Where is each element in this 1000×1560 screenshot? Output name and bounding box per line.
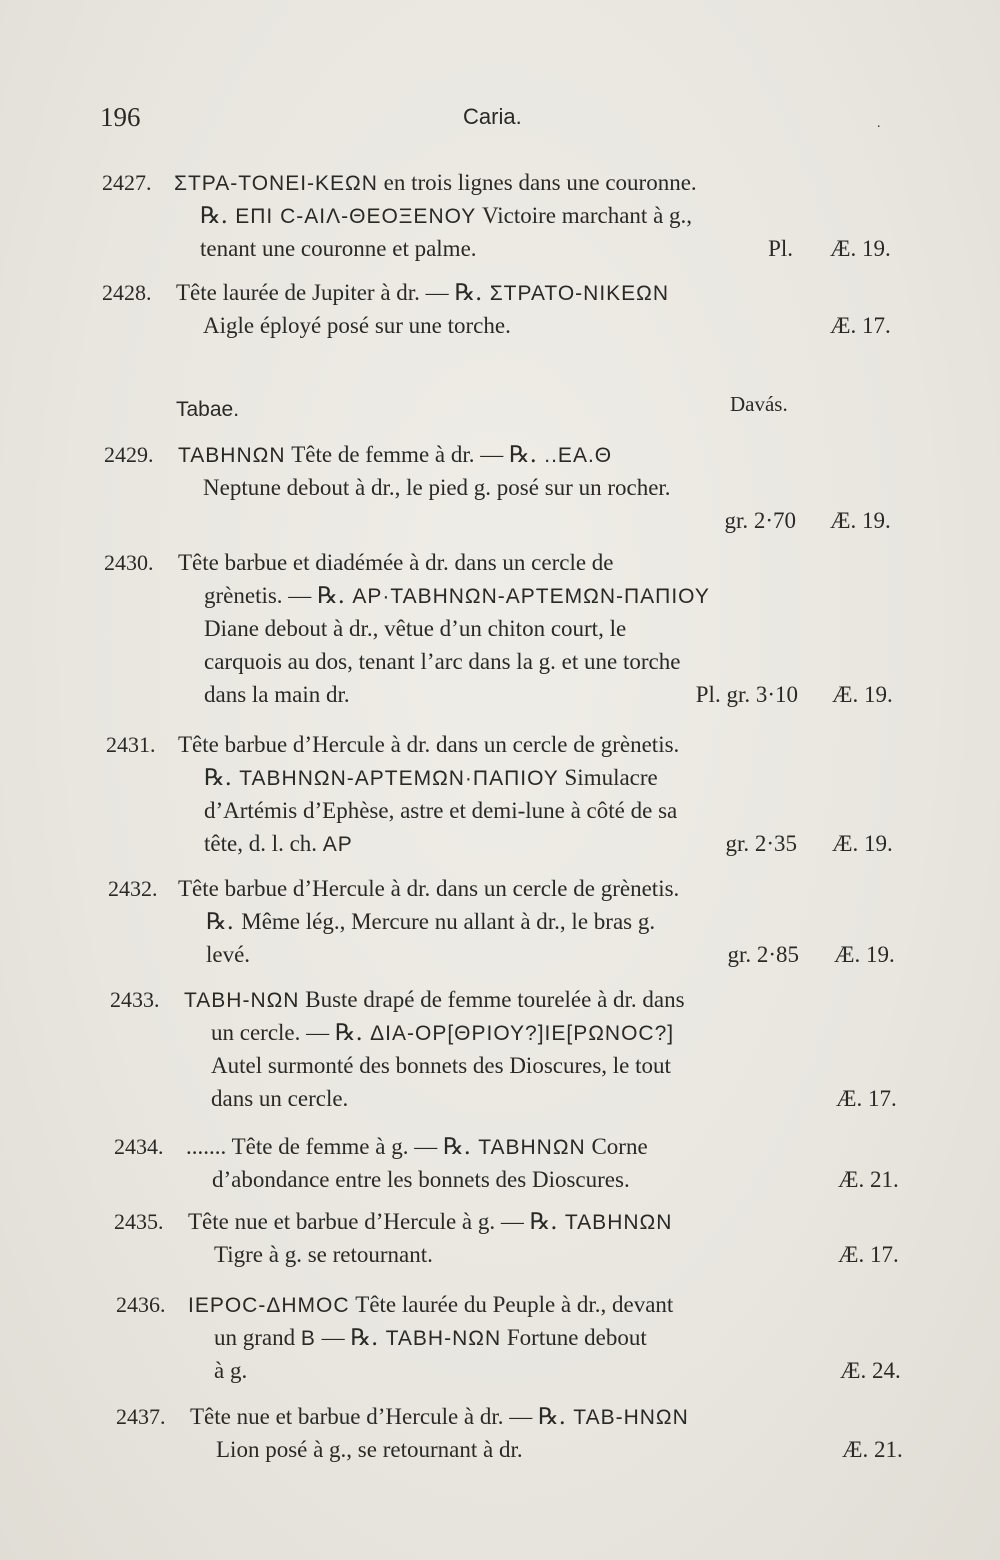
greek-legend: Β <box>300 1327 316 1350</box>
description-text: dans la main dr. <box>204 682 350 707</box>
description-text: Buste drapé de femme tourelée à dr. dans <box>299 987 685 1012</box>
entry-number: 2431. <box>106 732 156 757</box>
greek-legend: ΙΕΡΟϹ-ΔΗΜΟϹ <box>188 1294 350 1317</box>
metal-size: Æ. 19. <box>830 508 891 533</box>
greek-legend: ΤΑΒΗ-ΝΩΝ <box>184 989 300 1012</box>
description-text: Tigre à g. se retournant. <box>214 1242 433 1267</box>
metal-size: Æ. 21. <box>838 1167 899 1192</box>
weight-reference: Pl. <box>768 236 793 261</box>
entry-line <box>216 1435 523 1465</box>
entry-line <box>204 647 680 677</box>
entry-line <box>204 796 677 826</box>
running-head: Caria. <box>463 104 522 129</box>
reverse-symbol: ℞. <box>529 1209 565 1235</box>
entry-line <box>211 1084 348 1114</box>
entry-line <box>211 1051 671 1081</box>
entry-line <box>186 1132 648 1162</box>
metal-size: Æ. 24. <box>840 1358 901 1383</box>
description-text: Victoire marchant à g., <box>476 203 693 228</box>
description-text: Corne <box>585 1134 648 1159</box>
greek-legend: ΤΑΒΗΝΩΝ-ΑΡΤΕΜΩΝ·ΠΑΠΙΟΥ <box>239 767 559 790</box>
speck: . <box>877 116 881 131</box>
greek-legend: ΤΑΒΗΝΩΝ <box>564 1211 673 1234</box>
reverse-symbol: ℞. <box>204 765 240 791</box>
description-text: Tête barbue et diadémée à dr. dans un cercle de <box>178 550 614 575</box>
entry-line <box>204 581 710 611</box>
greek-legend: ΣΤΡΑΤΟ-ΝΙΚΕΩΝ <box>489 282 670 305</box>
description-text: un cercle. — <box>211 1020 335 1045</box>
entry-line <box>212 1165 630 1195</box>
entry-line <box>214 1356 247 1386</box>
entry-line <box>178 730 679 760</box>
description-text: Tête laurée de Jupiter à dr. — <box>176 280 455 305</box>
weight-reference: gr. 2·85 <box>727 942 799 967</box>
metal-size: Æ. 19. <box>830 236 891 261</box>
entry-line <box>204 614 626 644</box>
description-text: à g. <box>214 1358 248 1383</box>
entry-line <box>188 1290 673 1320</box>
description-text: d’abondance entre les bonnets des Dioscures. <box>212 1167 630 1192</box>
description-text: Tête barbue d’Hercule à dr. dans un cercle de grènetis. <box>178 732 680 757</box>
description-text: d’Artémis d’Ephèse, astre et demi-lune à côté de sa <box>204 798 678 823</box>
description-text: Tête de femme à dr. — <box>285 442 510 467</box>
page-header <box>0 102 1000 138</box>
description-text: levé. <box>206 942 251 967</box>
greek-legend: ΤΑΒ-ΗΝΩΝ <box>573 1406 689 1429</box>
greek-legend: ΕΠΙ Ϲ-ΑΙΛ-ΘΕΟΞΕΝΟΥ <box>235 205 477 228</box>
entry-number: 2435. <box>114 1209 164 1234</box>
reverse-symbol: ℞. <box>334 1020 371 1046</box>
entry-number: 2432. <box>108 876 158 901</box>
entry-line <box>204 680 350 710</box>
section-title: Tabae. <box>176 398 240 421</box>
reverse-symbol: ℞. <box>454 280 490 306</box>
entry-line <box>204 829 353 859</box>
description-text: Tête laurée du Peuple à dr., devant <box>349 1292 674 1317</box>
reverse-symbol: ℞. <box>509 442 545 468</box>
description-text: dans un cercle. <box>211 1086 349 1111</box>
description-text: grènetis. — <box>204 583 318 608</box>
entry-line <box>203 473 671 503</box>
entry-line <box>204 763 658 793</box>
greek-legend: ΤΑΒΗΝΩΝ <box>478 1136 586 1159</box>
entry-number: 2427. <box>102 170 152 195</box>
description-text: — <box>315 1325 351 1350</box>
metal-size: Æ. 17. <box>836 1086 897 1111</box>
greek-legend: ΣΤΡΑ-ΤΟΝΕΙ-ΚΕΩΝ <box>174 172 378 195</box>
greek-legend: ΤΑΒΗ-ΝΩΝ <box>385 1327 502 1350</box>
greek-legend: ΤΑΒΗΝΩΝ <box>178 444 286 467</box>
entry-line <box>200 234 477 264</box>
entry-line <box>184 985 685 1015</box>
description-text: tête, d. l. ch. <box>204 831 323 856</box>
metal-size: Æ. 19. <box>834 942 895 967</box>
description-text: Lion posé à g., se retournant à dr. <box>216 1437 523 1462</box>
greek-legend: ΑΡ <box>322 833 353 856</box>
weight-reference: gr. 2·70 <box>724 508 796 533</box>
entry-line <box>174 168 697 198</box>
metal-size: Æ. 19. <box>832 831 893 856</box>
description-text: Simulacre <box>558 765 658 790</box>
entry-number: 2428. <box>102 280 152 305</box>
entry-number: 2429. <box>104 442 154 467</box>
description-text: tenant une couronne et palme. <box>200 236 477 261</box>
entry-line <box>206 940 250 970</box>
description-text: Diane debout à dr., vêtue d’un chiton court, le <box>204 616 627 641</box>
reverse-symbol: ℞. <box>538 1404 574 1430</box>
greek-legend: ΔΙΑ-ΟΡ[ΘΡΙΟΥ?]ΙΕ[ΡΩΝΟϹ?] <box>370 1022 675 1045</box>
reverse-symbol: ℞. <box>206 909 242 935</box>
metal-size: Æ. 19. <box>832 682 893 707</box>
entry-number: 2433. <box>110 987 160 1012</box>
description-text: ....... Tête de femme à g. — <box>186 1134 443 1159</box>
entry-line <box>176 278 669 308</box>
entry-line <box>214 1323 647 1353</box>
entry-line <box>178 440 612 470</box>
description-text: Fortune debout <box>501 1325 647 1350</box>
description-text: Tête nue et barbue d’Hercule à g. — <box>188 1209 530 1234</box>
description-text: carquois au dos, tenant l’arc dans la g. et une torche <box>204 649 681 674</box>
page-number: 196 <box>100 102 141 132</box>
entry-line <box>211 1018 674 1048</box>
entry-line <box>214 1240 433 1270</box>
metal-size: Æ. 17. <box>838 1242 899 1267</box>
section-note: Davás. <box>730 392 788 416</box>
reverse-symbol: ℞. <box>317 583 353 609</box>
entry-line <box>188 1207 672 1237</box>
description-text: Tête barbue d’Hercule à dr. dans un cercle de grènetis. <box>178 876 680 901</box>
reverse-symbol: ℞. <box>200 203 236 229</box>
greek-legend: ..ΕΑ.Θ <box>544 444 613 467</box>
weight-reference: Pl. gr. 3·10 <box>695 682 798 707</box>
reverse-symbol: ℞. <box>442 1134 479 1160</box>
entry-line <box>190 1402 689 1432</box>
entry-line <box>206 907 655 937</box>
entry-line <box>203 311 511 341</box>
description-text: Aigle éployé posé sur une torche. <box>203 313 511 338</box>
metal-size: Æ. 17. <box>830 313 891 338</box>
reverse-symbol: ℞. <box>350 1325 386 1351</box>
description-text: Même lég., Mercure nu allant à dr., le bras g. <box>241 909 656 934</box>
entry-number: 2436. <box>116 1292 166 1317</box>
description-text: en trois lignes dans une couronne. <box>377 170 697 195</box>
metal-size: Æ. 21. <box>842 1437 903 1462</box>
entry-line <box>178 874 679 904</box>
entry-line <box>178 548 614 578</box>
entry-number: 2434. <box>114 1134 164 1159</box>
description-text: un grand <box>214 1325 301 1350</box>
description-text: Tête nue et barbue d’Hercule à dr. — <box>190 1404 539 1429</box>
entry-line <box>200 201 692 231</box>
weight-reference: gr. 2·35 <box>725 831 797 856</box>
description-text: Neptune debout à dr., le pied g. posé sur un rocher. <box>203 475 671 500</box>
entry-number: 2437. <box>116 1404 166 1429</box>
greek-legend: ΑΡ·ΤΑΒΗΝΩΝ-ΑΡΤΕΜΩΝ-ΠΑΠΙΟΥ <box>352 585 710 608</box>
description-text: Autel surmonté des bonnets des Dioscures, le tout <box>211 1053 671 1078</box>
entry-number: 2430. <box>104 550 154 575</box>
